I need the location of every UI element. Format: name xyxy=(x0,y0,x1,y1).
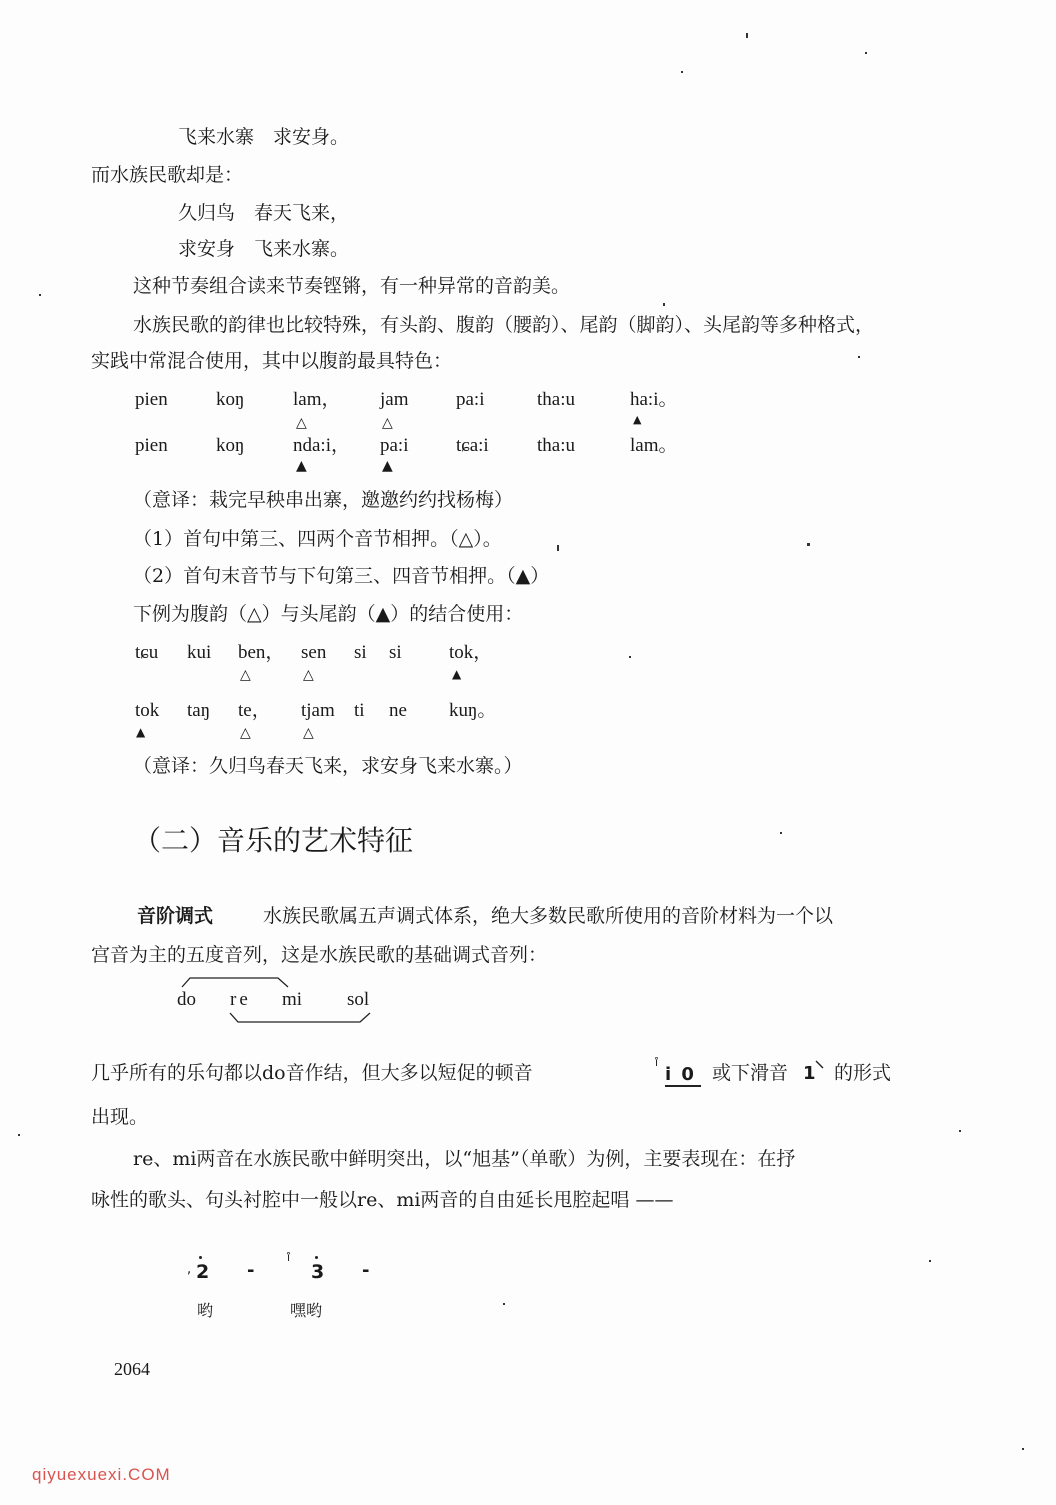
open-triangle-icon: △ xyxy=(240,667,251,683)
scan-speck xyxy=(629,656,631,658)
scan-speck xyxy=(858,356,860,358)
rule-note: （1）首句中第三、四两个音节相押。（△）。 xyxy=(133,528,502,550)
glide-mark-icon xyxy=(815,1060,825,1070)
paragraph-line: 下例为腹韵（△）与头尾韵（▲）的结合使用： xyxy=(133,603,524,625)
syllable: tɕu xyxy=(135,642,159,663)
rule-note: （2）首句末音节与下句第三、四音节相押。（▲） xyxy=(133,565,550,587)
verse-line: 求安身 飞来水寨。 xyxy=(178,238,350,260)
paragraph-line: 或下滑音 xyxy=(712,1062,789,1084)
scan-speck xyxy=(663,303,665,306)
high-dot xyxy=(199,1256,202,1259)
glide-note: 1 xyxy=(803,1063,816,1084)
open-triangle-icon: △ xyxy=(382,415,393,431)
grace-note-mark: i̊ xyxy=(287,1251,291,1264)
page-number: 2064 xyxy=(114,1359,150,1379)
syllable: tok xyxy=(135,700,160,721)
syllable: koŋ xyxy=(216,435,245,456)
upper-arc xyxy=(182,978,288,987)
syllable: pa:i xyxy=(380,435,409,456)
syllable: jam xyxy=(380,389,409,410)
note-digits: i 0 xyxy=(665,1064,696,1085)
scan-speck xyxy=(1022,1448,1024,1450)
syllable: koŋ xyxy=(216,389,245,410)
syllable: ben， xyxy=(238,642,285,663)
syllable: ha:i。 xyxy=(630,389,678,410)
paragraph-line: re、mi两音在水族民歌中鲜明突出，以“旭基”（单歌）为例，主要表现在：在抒 xyxy=(133,1148,796,1170)
verse-line: 久归鸟 春天飞来， xyxy=(178,202,350,224)
paragraph-line: 出现。 xyxy=(91,1106,149,1128)
syllable: kui xyxy=(187,642,212,663)
paragraph-line: 咏性的歌头、句头衬腔中一般以re、mi两音的自由延长甩腔起唱 —— xyxy=(91,1189,674,1211)
hold-dash: - xyxy=(362,1260,370,1281)
high-dot xyxy=(315,1256,318,1259)
syllable: tɕa:i xyxy=(456,435,489,456)
scan-speck xyxy=(18,1134,20,1136)
syllable: kuŋ。 xyxy=(449,700,497,721)
scale-note: re xyxy=(230,989,251,1010)
scale-note: do xyxy=(177,989,196,1010)
striped-triangle-icon: ▲ xyxy=(452,667,462,681)
scan-speck xyxy=(39,294,41,296)
verse-line: 飞来水寨 求安身。 xyxy=(178,126,350,148)
syllable: ti xyxy=(354,700,365,721)
translation-note: （意译：久归鸟春天飞来，求安身飞来水寨。） xyxy=(133,755,523,777)
filled-triangle-icon: ▲ xyxy=(296,458,307,474)
grace-note-mark: i̊ xyxy=(655,1056,659,1069)
paragraph-line: 这种节奏组合读来节奏铿锵，有一种异常的音韵美。 xyxy=(133,275,571,297)
scan-speck xyxy=(557,545,559,551)
syllable: si xyxy=(354,642,367,663)
lower-arc xyxy=(230,1013,370,1022)
paragraph-line: 几乎所有的乐句都以do音作结，但大多以短促的顿音 xyxy=(91,1062,533,1084)
syllable: pien xyxy=(135,435,168,456)
syllable: lam， xyxy=(293,389,341,410)
filled-triangle-icon: ▲ xyxy=(382,458,393,474)
lyric: 哟 xyxy=(197,1301,214,1320)
syllable: taŋ xyxy=(187,700,211,721)
paragraph-line: 水族民歌属五声调式体系，绝大多数民歌所使用的音阶材料为一个以 xyxy=(263,905,834,927)
site-watermark: qiyuexuexi.COM xyxy=(32,1465,171,1484)
syllable: pien xyxy=(135,389,168,410)
paragraph-line: 水族民歌的韵律也比较特殊，有头韵、腹韵（腰韵）、尾韵（脚韵）、头尾韵等多种格式， xyxy=(133,314,875,336)
open-triangle-icon: △ xyxy=(303,667,314,683)
paragraph-line: 宫音为主的五度音列，这是水族民歌的基础调式音列： xyxy=(91,944,548,966)
syllable: tjam xyxy=(301,700,335,721)
syllable: ne xyxy=(389,700,407,721)
syllable: pa:i xyxy=(456,389,485,410)
scan-speck xyxy=(807,543,810,546)
breath-mark: , xyxy=(187,1262,192,1277)
lyric: 嘿哟 xyxy=(290,1301,323,1320)
scan-speck xyxy=(959,1130,961,1132)
scan-speck xyxy=(503,1303,505,1305)
scan-speck xyxy=(746,33,748,38)
note-three: 3 xyxy=(311,1261,325,1283)
syllable: nda:i， xyxy=(293,435,350,456)
translation-note: （意译：栽完早秧串出寨，邀邀约约找杨梅） xyxy=(133,489,514,511)
beam-line xyxy=(665,1085,701,1087)
syllable: lam。 xyxy=(630,435,678,456)
syllable: te， xyxy=(238,700,271,721)
syllable: tha:u xyxy=(537,389,575,410)
scan-speck xyxy=(865,52,867,54)
scale-note: sol xyxy=(347,989,370,1010)
scan-speck xyxy=(929,1260,931,1262)
open-triangle-icon: △ xyxy=(296,415,307,431)
paragraph-line: 实践中常混合使用，其中以腹韵最具特色： xyxy=(91,350,453,372)
syllable: tha:u xyxy=(537,435,575,456)
syllable: si xyxy=(389,642,402,663)
scan-speck xyxy=(681,71,683,73)
section-heading: （二）音乐的艺术特征 xyxy=(133,824,414,857)
striped-triangle-icon: ▲ xyxy=(633,413,642,426)
syllable: sen xyxy=(301,642,327,663)
open-triangle-icon: △ xyxy=(303,725,314,741)
scale-note: mi xyxy=(282,989,303,1010)
striped-triangle-icon: ▲ xyxy=(136,725,146,739)
open-triangle-icon: △ xyxy=(240,725,251,741)
hold-dash: - xyxy=(247,1260,255,1281)
syllable: tok， xyxy=(449,642,493,663)
scan-speck xyxy=(780,832,782,834)
staccato-notation xyxy=(655,1054,703,1090)
text-line: 而水族民歌却是： xyxy=(91,164,244,186)
note-two: 2 xyxy=(196,1261,210,1283)
term-label: 音阶调式 xyxy=(137,905,214,927)
paragraph-line: 的形式 xyxy=(834,1062,892,1084)
